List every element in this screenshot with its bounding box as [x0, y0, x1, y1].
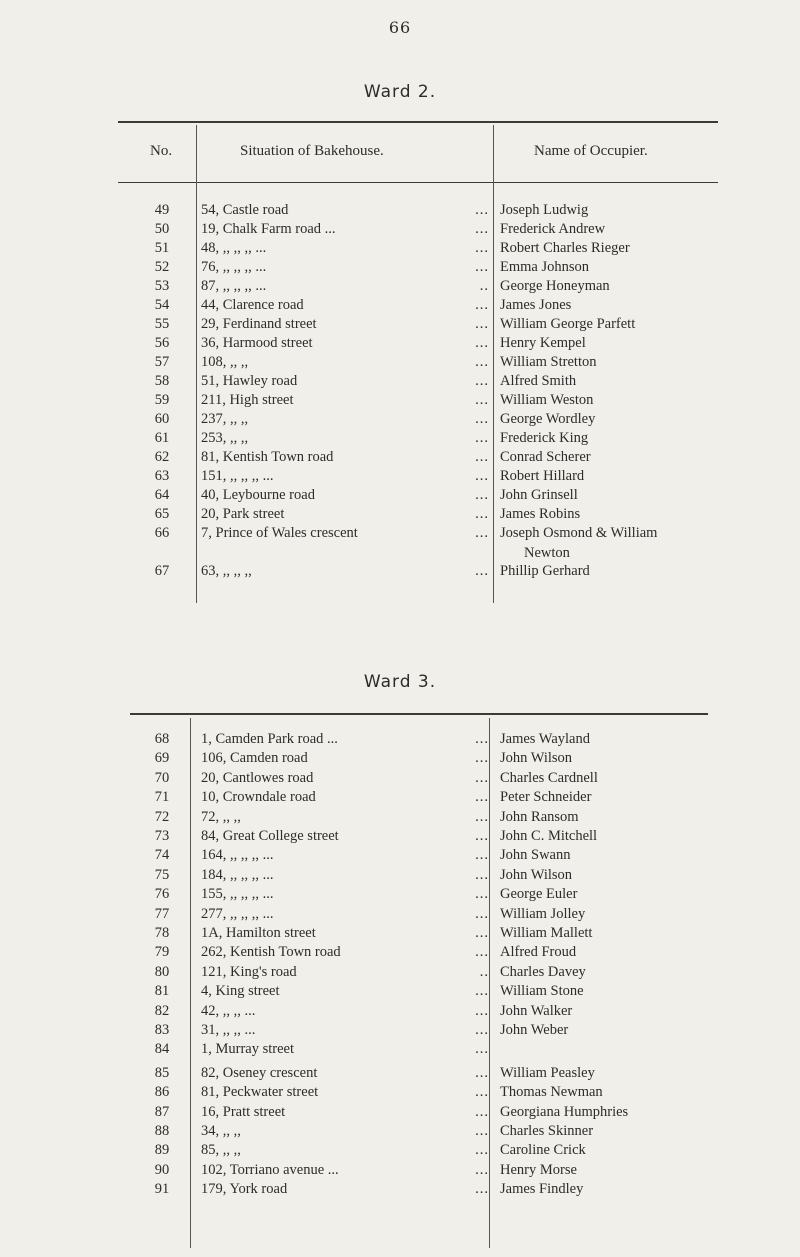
table-row: [0, 1162, 800, 1182]
row-situation: 81, Peckwater street: [201, 1084, 319, 1101]
table-row: [0, 847, 800, 867]
row-number: 78: [154, 925, 170, 941]
table-row: [0, 886, 800, 906]
table-row: [0, 525, 800, 545]
table-row: [0, 983, 800, 1003]
row-number: 82: [154, 1002, 170, 1019]
row-number: 76: [154, 886, 170, 903]
row-situation: 4, King street: [201, 983, 280, 1000]
row-leader-dots: ...: [475, 411, 489, 427]
row-number: 50: [154, 221, 170, 237]
row-occupier: George Wordley: [500, 411, 596, 427]
row-number: 83: [154, 1022, 170, 1038]
row-leader-dots: ...: [475, 487, 489, 503]
row-occupier: Thomas Newman: [500, 1084, 603, 1101]
row-number: 62: [154, 449, 170, 465]
row-leader-dots: ...: [475, 847, 489, 864]
row-leader-dots: ...: [475, 1161, 489, 1178]
row-occupier: Caroline Crick: [500, 1142, 586, 1159]
row-situation: 164, ,, ,, ,, ...: [201, 847, 274, 864]
row-leader-dots: ...: [475, 866, 489, 883]
row-occupier: Joseph Ludwig: [500, 202, 589, 218]
row-number: 49: [154, 202, 170, 218]
row-situation: 31, ,, ,, ...: [201, 1022, 256, 1038]
row-situation: 106, Camden road: [201, 750, 308, 767]
row-leader-dots: ...: [475, 1103, 489, 1120]
row-number: 89: [154, 1142, 170, 1159]
row-occupier: Charles Davey: [500, 963, 586, 980]
row-occupier: Robert Charles Rieger: [500, 240, 630, 256]
row-occupier: William George Parfett: [500, 316, 636, 332]
row-number: 79: [154, 944, 170, 961]
row-situation: 48, ,, ,, ,, ...: [201, 240, 267, 256]
ward-2-title: Ward 2.: [363, 82, 437, 102]
table-row: [0, 750, 800, 770]
row-leader-dots: ...: [475, 297, 489, 313]
row-number: 87: [154, 1103, 170, 1120]
column-header-situation: Situation of Bakehouse.: [240, 143, 384, 159]
row-number: 54: [154, 297, 170, 313]
row-leader-dots: ...: [475, 808, 489, 825]
row-number: 74: [154, 847, 170, 864]
row-number: 59: [154, 392, 170, 408]
row-situation: 1, Murray street: [201, 1041, 295, 1058]
row-occupier: James Wayland: [500, 731, 590, 747]
row-situation: 102, Torriano avenue ...: [201, 1161, 339, 1178]
row-leader-dots: ...: [475, 525, 489, 541]
column-header-occupier: Name of Occupier.: [534, 143, 648, 159]
row-number: 73: [154, 828, 170, 844]
row-situation: 54, Castle road: [201, 202, 289, 218]
row-occupier-continued: Newton: [524, 545, 570, 561]
row-situation: 42, ,, ,, ...: [201, 1002, 256, 1019]
row-occupier: John Weber: [500, 1022, 569, 1038]
table-row: [0, 1084, 800, 1104]
row-situation: 76, ,, ,, ,, ...: [201, 259, 267, 275]
row-leader-dots: ...: [475, 925, 489, 941]
row-occupier: Alfred Froud: [500, 944, 577, 961]
table-row: [0, 906, 800, 926]
row-occupier: Charles Skinner: [500, 1123, 594, 1139]
row-situation: 40, Leybourne road: [201, 487, 315, 503]
row-occupier: John Grinsell: [500, 487, 578, 503]
row-number: 81: [154, 983, 170, 1000]
row-leader-dots: ...: [475, 202, 489, 218]
row-situation: 253, ,, ,,: [201, 430, 249, 446]
row-situation: 44, Clarence road: [201, 297, 304, 313]
row-situation: 277, ,, ,, ,, ...: [201, 905, 274, 922]
table-row: [0, 563, 800, 583]
row-number: 80: [154, 963, 170, 980]
table-row: [0, 297, 800, 317]
page-number: 66: [388, 18, 412, 37]
row-situation: 184, ,, ,, ,, ...: [201, 866, 274, 883]
row-leader-dots: ..: [479, 963, 489, 980]
table-row: [0, 1142, 800, 1162]
row-leader-dots: ...: [475, 468, 489, 484]
table-row: [0, 828, 800, 848]
table-row: [0, 278, 800, 298]
table-row: [0, 867, 800, 887]
row-number: 70: [154, 769, 170, 786]
row-occupier: William Stretton: [500, 354, 597, 370]
row-occupier: Peter Schneider: [500, 789, 592, 806]
row-occupier: William Mallett: [500, 925, 593, 941]
row-leader-dots: ...: [475, 563, 489, 579]
row-leader-dots: ...: [475, 1064, 489, 1081]
row-number: 88: [154, 1123, 170, 1139]
table-row: [0, 354, 800, 374]
row-leader-dots: ...: [475, 392, 489, 408]
row-number: 60: [154, 411, 170, 427]
row-situation: 16, Pratt street: [201, 1103, 286, 1120]
row-number: 51: [154, 240, 170, 256]
row-occupier: William Peasley: [500, 1064, 595, 1081]
row-leader-dots: ...: [475, 1123, 489, 1139]
row-situation: 155, ,, ,, ,, ...: [201, 886, 274, 903]
row-situation: 19, Chalk Farm road ...: [201, 221, 336, 237]
row-number: 71: [154, 789, 170, 806]
table-top-rule: [118, 121, 718, 123]
row-leader-dots: ...: [475, 905, 489, 922]
row-situation: 51, Hawley road: [201, 373, 298, 389]
row-occupier: Robert Hillard: [500, 468, 585, 484]
row-situation: 29, Ferdinand street: [201, 316, 317, 332]
table-row: [0, 1003, 800, 1023]
row-leader-dots: ...: [475, 731, 489, 747]
row-number: 86: [154, 1084, 170, 1101]
table-row: [0, 221, 800, 241]
row-occupier: John Wilson: [500, 866, 573, 883]
table-row: [0, 487, 800, 507]
row-situation: 108, ,, ,,: [201, 354, 249, 370]
row-leader-dots: ...: [475, 1041, 489, 1058]
row-occupier: John Wilson: [500, 750, 573, 767]
row-number: 66: [154, 525, 170, 541]
row-occupier: James Robins: [500, 506, 581, 522]
row-occupier: Henry Kempel: [500, 335, 586, 351]
table-row: [0, 468, 800, 488]
row-occupier: John Swann: [500, 847, 571, 864]
row-number: 85: [154, 1064, 170, 1081]
row-occupier: John C. Mitchell: [500, 828, 598, 844]
table-row: [0, 964, 800, 984]
table-row: [0, 373, 800, 393]
row-number: 77: [154, 905, 170, 922]
row-leader-dots: ...: [475, 1142, 489, 1159]
row-occupier: William Weston: [500, 392, 594, 408]
row-number: 68: [154, 731, 170, 747]
row-situation: 7, Prince of Wales crescent: [201, 525, 358, 541]
row-number: 65: [154, 506, 170, 522]
row-leader-dots: ...: [475, 221, 489, 237]
row-occupier: John Ransom: [500, 808, 579, 825]
row-number: 52: [154, 259, 170, 275]
row-situation: 262, Kentish Town road: [201, 944, 341, 961]
row-number: 63: [154, 468, 170, 484]
row-situation: 1A, Hamilton street: [201, 925, 316, 941]
row-leader-dots: ...: [475, 430, 489, 446]
row-leader-dots: ...: [475, 769, 489, 786]
row-leader-dots: ...: [475, 259, 489, 275]
table-row: [0, 202, 800, 222]
row-leader-dots: ...: [475, 1002, 489, 1019]
row-leader-dots: ...: [475, 373, 489, 389]
table-row: [0, 1065, 800, 1085]
row-situation: 10, Crowndale road: [201, 789, 316, 806]
table-row: [0, 944, 800, 964]
row-situation: 20, Park street: [201, 506, 285, 522]
row-occupier: Georgiana Humphries: [500, 1103, 629, 1120]
row-situation: 36, Harmood street: [201, 335, 313, 351]
row-number: 58: [154, 373, 170, 389]
row-occupier: Frederick Andrew: [500, 221, 606, 237]
row-leader-dots: ...: [475, 506, 489, 522]
row-situation: 121, King's road: [201, 963, 297, 980]
row-situation: 82, Oseney crescent: [201, 1064, 318, 1081]
row-occupier: George Honeyman: [500, 278, 610, 294]
row-number: 72: [154, 808, 170, 825]
table-row: [0, 259, 800, 279]
row-situation: 151, ,, ,, ,, ...: [201, 468, 274, 484]
ward-3-title: Ward 3.: [363, 672, 437, 692]
row-leader-dots: ...: [475, 316, 489, 332]
row-occupier: Alfred Smith: [500, 373, 577, 389]
table-top-rule: [130, 713, 708, 715]
table-row: [0, 316, 800, 336]
table-row: [0, 925, 800, 945]
row-leader-dots: ...: [475, 789, 489, 806]
row-occupier: Frederick King: [500, 430, 589, 446]
row-leader-dots: ..: [479, 278, 489, 294]
row-number: 55: [154, 316, 170, 332]
row-leader-dots: ...: [475, 1181, 489, 1198]
row-occupier: John Walker: [500, 1002, 573, 1019]
row-number: 61: [154, 430, 170, 446]
row-situation: 87, ,, ,, ,, ...: [201, 278, 267, 294]
table-row: [0, 731, 800, 751]
table-row: [0, 1041, 800, 1061]
table-row: [0, 1181, 800, 1201]
row-situation: 84, Great College street: [201, 828, 339, 844]
row-occupier: William Jolley: [500, 905, 586, 922]
row-occupier: George Euler: [500, 886, 578, 903]
table-row: [0, 430, 800, 450]
row-leader-dots: ...: [475, 750, 489, 767]
row-occupier: James Jones: [500, 297, 572, 313]
row-occupier: William Stone: [500, 983, 584, 1000]
row-situation: 1, Camden Park road ...: [201, 731, 338, 747]
row-situation: 237, ,, ,,: [201, 411, 249, 427]
table-row: [0, 1104, 800, 1124]
table-row: [0, 809, 800, 829]
row-occupier: Joseph Osmond & William: [500, 525, 658, 541]
row-occupier: James Findley: [500, 1181, 584, 1198]
header-bottom-rule: [118, 182, 718, 183]
table-row: [0, 789, 800, 809]
table-row: [0, 1123, 800, 1143]
row-occupier: Conrad Scherer: [500, 449, 591, 465]
row-number: 67: [154, 563, 170, 579]
row-leader-dots: ...: [475, 944, 489, 961]
row-occupier: Henry Morse: [500, 1161, 577, 1178]
row-number: 91: [154, 1181, 170, 1198]
row-leader-dots: ...: [475, 828, 489, 844]
row-leader-dots: ...: [475, 354, 489, 370]
row-number: 56: [154, 335, 170, 351]
row-leader-dots: ...: [475, 1084, 489, 1101]
table-row: [0, 770, 800, 790]
row-number: 53: [154, 278, 170, 294]
row-occupier: Phillip Gerhard: [500, 563, 590, 579]
row-leader-dots: ...: [475, 886, 489, 903]
row-situation: 63, ,, ,, ,,: [201, 563, 252, 579]
row-leader-dots: ...: [475, 449, 489, 465]
table-row: [0, 411, 800, 431]
row-situation: 211, High street: [201, 392, 294, 408]
row-leader-dots: ...: [475, 335, 489, 351]
table-row: [0, 240, 800, 260]
row-number: 84: [154, 1041, 170, 1058]
row-number: 69: [154, 750, 170, 767]
row-number: 64: [154, 487, 170, 503]
row-situation: 85, ,, ,,: [201, 1142, 241, 1159]
row-occupier: Emma Johnson: [500, 259, 590, 275]
row-situation: 179, York road: [201, 1181, 288, 1198]
row-number: 57: [154, 354, 170, 370]
table-row: [0, 1022, 800, 1042]
table-row: [0, 506, 800, 526]
row-leader-dots: ...: [475, 983, 489, 1000]
row-number: 75: [154, 866, 170, 883]
table-row: [0, 392, 800, 412]
row-leader-dots: ...: [475, 1022, 489, 1038]
column-header-no: No.: [150, 143, 173, 159]
table-row: [0, 449, 800, 469]
table-row: [0, 335, 800, 355]
row-number: 90: [154, 1161, 170, 1178]
row-situation: 20, Cantlowes road: [201, 769, 314, 786]
row-occupier: Charles Cardnell: [500, 769, 598, 786]
row-leader-dots: ...: [475, 240, 489, 256]
row-situation: 72, ,, ,,: [201, 808, 241, 825]
row-situation: 34, ,, ,,: [201, 1123, 241, 1139]
row-situation: 81, Kentish Town road: [201, 449, 334, 465]
